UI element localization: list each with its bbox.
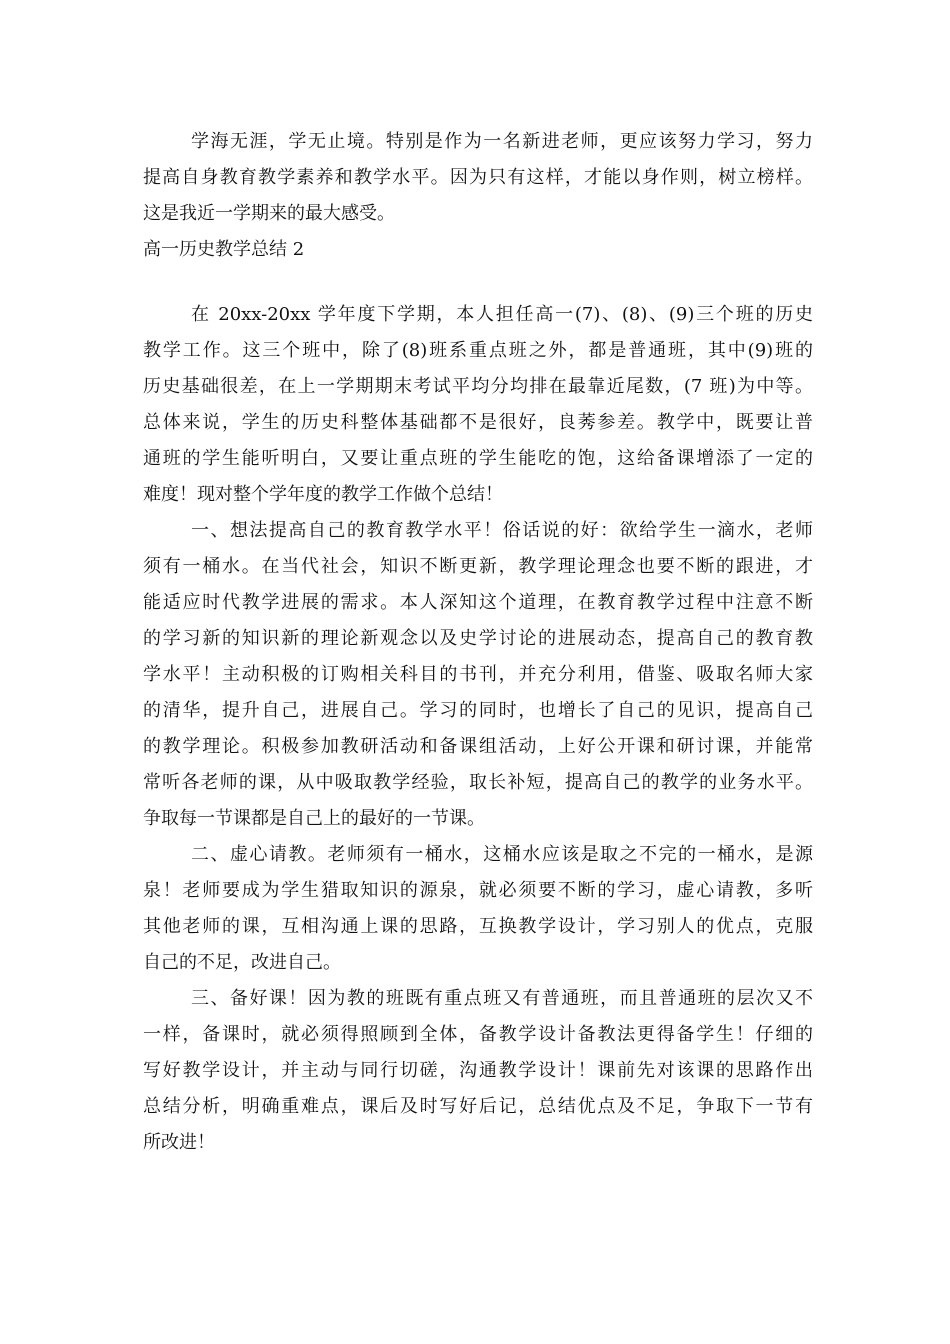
text-line: 常听各老师的课，从中吸取教学经验，取长补短，提高自己的教学的业务水平。: [143, 772, 813, 793]
paragraph-3: [143, 837, 813, 981]
text-line: 其他老师的课，互相沟通上课的思路，互换教学设计，学习别人的优点，克服: [143, 916, 813, 937]
text-line: 三、备好课！因为教的班既有重点班又有普通班，而且普通班的层次又不: [191, 988, 813, 1009]
text-line: 难度！现对整个学年度的教学工作做个总结！: [143, 484, 503, 505]
text-line: 的清华，提升自己，进展自己。学习的同时，也增长了自己的见识，提高自己: [143, 700, 813, 721]
text-line: 提高自身教育教学素养和教学水平。因为只有这样，才能以身作则，树立榜样。: [143, 167, 813, 188]
text-line: 一、想法提高自己的教育教学水平！俗话说的好：欲给学生一滴水，老师: [191, 520, 813, 541]
text-line: 能适应时代教学进展的需求。本人深知这个道理，在教育教学过程中注意不断: [143, 592, 813, 613]
text-line: 通班的学生能听明白，又要让重点班的学生能吃的饱，这给备课增添了一定的: [143, 448, 813, 469]
text-line: 的教学理论。积极参加教研活动和备课组活动，上好公开课和研讨课，并能常: [143, 736, 813, 757]
text-line: 学水平！主动积极的订购相关科目的书刊，并充分利用，借鉴、吸取名师大家: [143, 664, 813, 685]
text-line: 争取每一节课都是自己上的最好的一节课。: [143, 808, 485, 829]
text-line: 泉！老师要成为学生猎取知识的源泉，就必须要不断的学习，虚心请教，多听: [143, 880, 813, 901]
text-line: 的学习新的知识新的理论新观念以及史学讨论的进展动态，提高自己的教育教: [143, 628, 813, 649]
text-line: 所改进！: [143, 1132, 215, 1153]
text-line: 一样，备课时，就必须得照顾到全体，备教学设计备教法更得备学生！仔细的: [143, 1024, 813, 1045]
text-line: 须有一桶水。在当代社会，知识不断更新，教学理论理念也要不断的跟进，才: [143, 556, 813, 577]
paragraph-2: [143, 513, 813, 837]
text-line: 写好教学设计，并主动与同行切磋，沟通教学设计！课前先对该课的思路作出: [143, 1060, 813, 1081]
text-line: 在 20xx-20xx 学年度下学期，本人担任高一(7)、(8)、(9)三个班的历史: [191, 304, 813, 325]
paragraph-1: [143, 297, 813, 513]
text-line: 总体来说，学生的历史科整体基础都不是很好，良莠参差。教学中，既要让普: [143, 412, 813, 433]
section-title: 高一历史教学总结 2: [143, 239, 305, 260]
text-line: 学海无涯，学无止境。特别是作为一名新进老师，更应该努力学习，努力: [191, 131, 813, 152]
text-line: 自己的不足，改进自己。: [143, 952, 341, 973]
text-line: 历史基础很差，在上一学期期末考试平均分均排在最靠近尾数，(7 班)为中等。: [143, 376, 813, 397]
text-line: 这是我近一学期来的最大感受。: [143, 203, 395, 224]
text-line: 二、虚心请教。老师须有一桶水，这桶水应该是取之不完的一桶水，是源: [191, 844, 813, 865]
paragraph-4: [143, 981, 813, 1161]
text-line: 总结分析，明确重难点，课后及时写好后记，总结优点及不足，争取下一节有: [143, 1096, 813, 1117]
intro-paragraph: [143, 124, 813, 232]
text-line: 教学工作。这三个班中，除了(8)班系重点班之外，都是普通班，其中(9)班的: [143, 340, 813, 361]
